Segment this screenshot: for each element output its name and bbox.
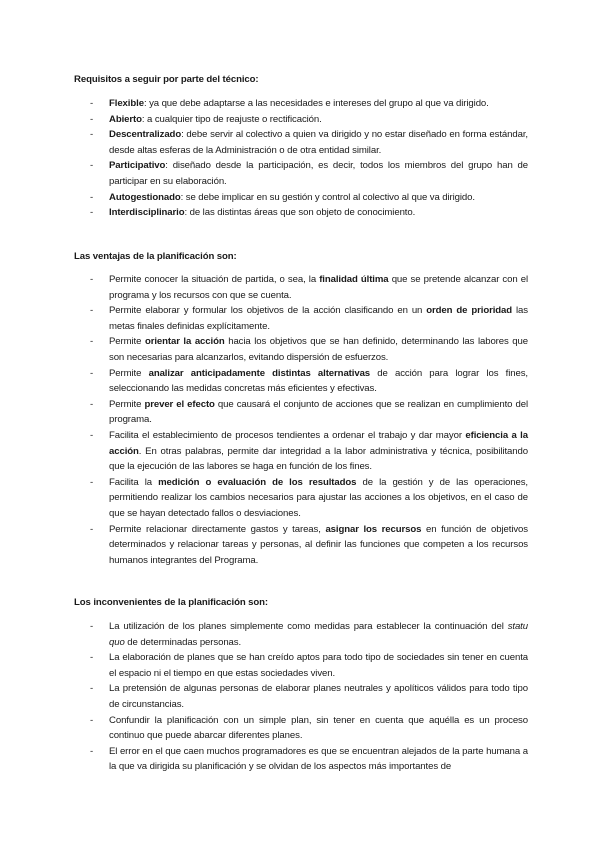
list-item: - Facilita la medición o evaluación de los resultados de la gestión y de las operaciones, permitiendo realizar los cambios necesarios para ajustar las acciones a los objetivos, en el caso de que se hayan detectado fallos o desviaciones. bbox=[90, 476, 528, 519]
list-item: - Abierto: a cualquier tipo de reajuste o rectificación. bbox=[90, 113, 322, 125]
list-item: - Flexible: ya que debe adaptarse a las necesidades e intereses del grupo al que va dirigido. bbox=[90, 98, 489, 109]
heading-ventajas: Las ventajas de la planificación son: bbox=[74, 251, 237, 262]
list-item: - Permite conocer la situación de partida, o sea, la finalidad última que se pretende alcanzar con el programa y los recursos con que se cuenta. bbox=[90, 274, 529, 301]
list-item: - La pretensión de algunas personas de elaborar planes neutrales y apolíticos válidos para todo tipo de circunstancias. bbox=[90, 683, 528, 710]
list-item: - Permite orientar la acción hacia los objetivos que se han definido, determinando las labores que son necesarias para alcanzarlos, evitando dispersión de esfuerzos. bbox=[90, 336, 528, 363]
list-item: - Confundir la planificación con un simple plan, sin tener en cuenta que aquélla es un proceso continuo que puede abarcar diferentes planes. bbox=[90, 714, 528, 742]
list-item: - La utilización de los planes simplemente como medidas para establecer la continuación del statu quo de determinadas personas. bbox=[90, 621, 528, 648]
inconvenientes-list bbox=[74, 619, 528, 775]
heading-requisitos: Requisitos a seguir por parte del técnico: bbox=[74, 74, 259, 85]
list-item: - Permite relacionar directamente gastos y tareas, asignar los recursos en función de objetivos determinados y relacionar tareas y personas, al definir las funciones que competen a los recursos humanos integrantes del Programa. bbox=[90, 523, 528, 566]
list-item: - Descentralizado: debe servir al colectivo a quien va dirigido y no estar diseñado en forma estándar, desde altas esferas de la Administración o de otra entidad similar. bbox=[90, 129, 528, 156]
list-item: - Permite elaborar y formular los objetivos de la acción clasificando en un orden de prioridad las metas finales definidas explícitamente. bbox=[90, 305, 528, 332]
list-item: - Permite analizar anticipadamente distintas alternativas de acción para lograr los fines, seleccionando las medidas concretas más eficientes y efectivas. bbox=[90, 367, 528, 395]
list-item: - Permite prever el efecto que causará el conjunto de acciones que se realizan en cumplimiento del programa. bbox=[90, 398, 529, 426]
list-item: - Facilita el establecimiento de procesos tendientes a ordenar el trabajo y dar mayor eficiencia a la acción. En otras palabras, permite dar integridad a la labor administrativa y técnica, posibilitando que la ejecución de las labores se haga en función de los fines. bbox=[90, 429, 528, 473]
list-item: - Autogestionado: se debe implicar en su gestión y control al colectivo al que va dirigido. bbox=[90, 191, 475, 203]
requisitos-list bbox=[74, 96, 528, 221]
list-item: - El error en el que caen muchos programadores es que se encuentran alejados de la parte humana a la que va dirigida su planificación y se olvidan de los aspectos más importantes de bbox=[90, 745, 528, 773]
ventajas-list bbox=[74, 272, 528, 568]
list-item: - La elaboración de planes que se han creído aptos para todo tipo de sociedades sin tener en cuenta el espacio ni el tiempo en que estas sociedades viven. bbox=[90, 652, 528, 679]
heading-inconvenientes: Los inconvenientes de la planificación son: bbox=[74, 597, 269, 608]
list-item: - Interdisciplinario: de las distintas áreas que son objeto de conocimiento. bbox=[90, 207, 416, 219]
list-item: - Participativo: diseñado desde la participación, es decir, todos los miembros del grupo han de participar en su elaboración. bbox=[90, 160, 528, 187]
